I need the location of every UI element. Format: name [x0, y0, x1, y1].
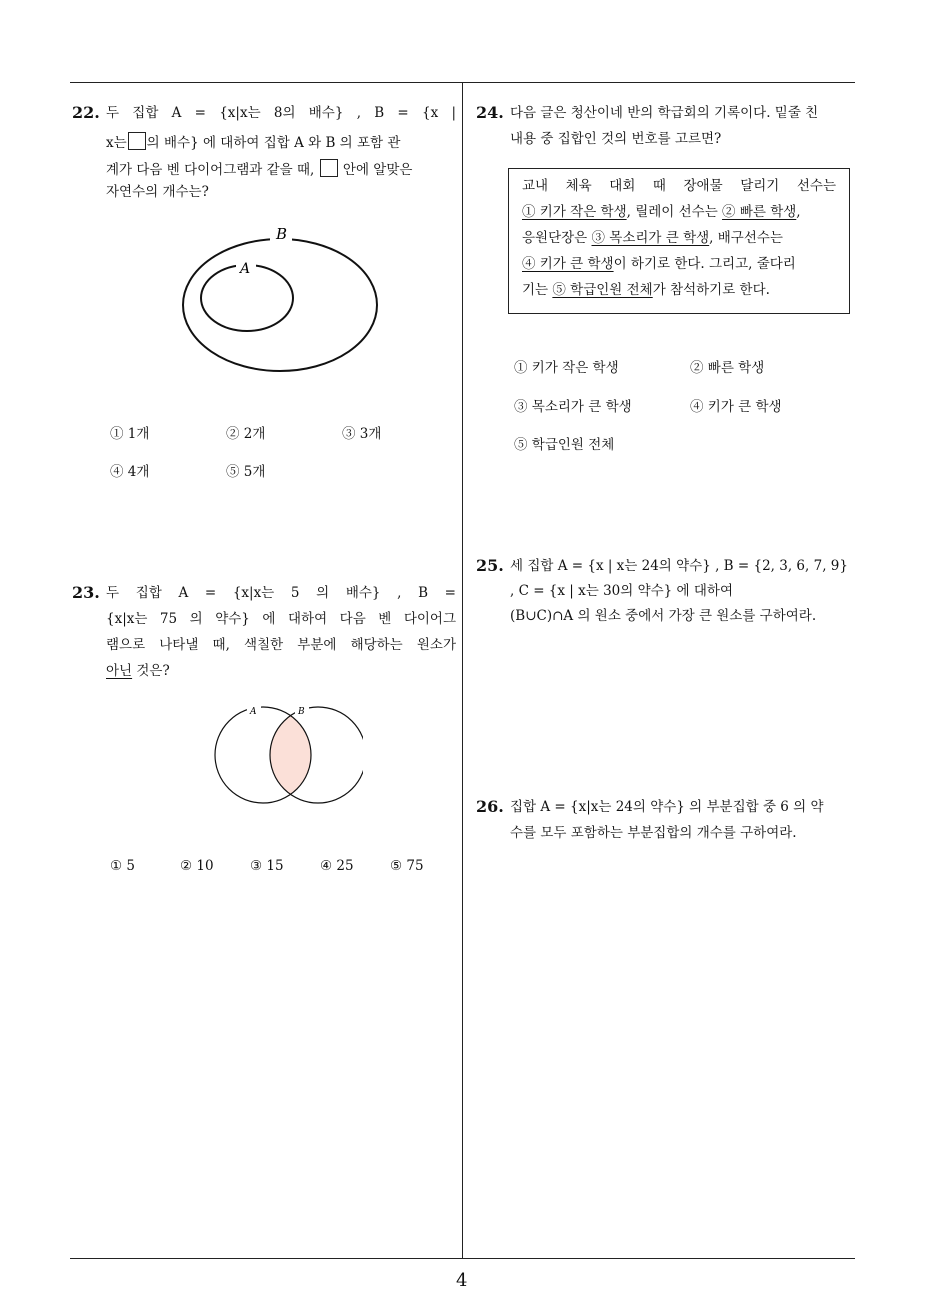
question-text: 세 집합 A = {x | x는 24의 약수} , B = {2, 3, 6, 7, 9} [510, 558, 848, 574]
box-text: 응원단장은 ③ 목소리가 큰 학생, 배구선수는 [522, 230, 783, 246]
question-text: , C = {x | x는 30의 약수} 에 대하여 [510, 583, 734, 599]
question-text: 두 집합 A = {x|x는 8의 배수} , B = {x | [106, 105, 456, 121]
question-text: 내용 중 집합인 것의 번호를 고르면? [510, 131, 722, 147]
venn-diagram [203, 705, 363, 805]
bottom-rule [70, 1258, 855, 1259]
question-text: 다음 글은 청산이네 반의 학급회의 기록이다. 밑줄 친 [510, 105, 819, 121]
blank-box [128, 132, 146, 150]
choice-3[interactable]: ③ 3개 [342, 426, 382, 442]
question-text: 아닌 것은? [106, 663, 170, 679]
question-text: 램으로 나타낼 때, 색칠한 부분에 해당하는 원소가 [106, 637, 456, 653]
set-a-label: A [240, 261, 251, 277]
choice-2[interactable]: ② 빠른 학생 [690, 360, 765, 376]
choice-2[interactable]: ② 2개 [226, 426, 266, 442]
choice-1[interactable]: ① 키가 작은 학생 [514, 360, 619, 376]
set-b-ellipse [183, 239, 377, 371]
choice-4[interactable]: ④ 키가 큰 학생 [690, 399, 782, 415]
question-text: 수를 모두 포함하는 부분집합의 개수를 구하여라. [510, 825, 797, 841]
choice-1[interactable]: ① 1개 [110, 426, 150, 442]
question-text: (B∪C)∩A 의 원소 중에서 가장 큰 원소를 구하여라. [510, 608, 817, 624]
venn-diagram [170, 220, 400, 380]
choice-4[interactable]: ④ 25 [320, 858, 354, 874]
set-b-label: B [298, 707, 305, 717]
set-b-label: B [276, 225, 288, 243]
question-number: 22. [72, 103, 100, 122]
question-text: x는 의 배수} 에 대하여 집합 A 와 B 의 포함 관 [106, 132, 400, 151]
choice-5[interactable]: ⑤ 75 [390, 858, 424, 874]
question-text: 두 집합 A = {x|x는 5 의 배수} , B = [106, 585, 456, 601]
set-a-label: A [250, 707, 257, 717]
box-text: 교내 체육 대회 때 장애물 달리기 선수는 [522, 178, 836, 194]
page-number: 4 [456, 1270, 468, 1291]
choice-3[interactable]: ③ 15 [250, 858, 284, 874]
choice-3[interactable]: ③ 목소리가 큰 학생 [514, 399, 632, 415]
blank-box [320, 159, 338, 177]
column-divider [462, 82, 463, 1259]
choice-1[interactable]: ① 5 [110, 858, 135, 874]
question-text: {x|x는 75 의 약수} 에 대하여 다음 벤 다이어그 [106, 611, 456, 627]
emphasis-underline: 아닌 [106, 663, 133, 679]
box-text: 기는 ⑤ 학급인원 전체가 참석하기로 한다. [522, 282, 770, 298]
question-number: 23. [72, 583, 100, 602]
choice-2[interactable]: ② 10 [180, 858, 214, 874]
choice-5[interactable]: ⑤ 5개 [226, 464, 266, 480]
choice-5[interactable]: ⑤ 학급인원 전체 [514, 437, 615, 453]
question-number: 25. [476, 556, 504, 575]
question-number: 24. [476, 103, 504, 122]
question-number: 26. [476, 797, 504, 816]
question-text: 집합 A = {x|x는 24의 약수} 의 부분집합 중 6 의 약 [510, 799, 824, 815]
question-text: 계가 다음 벤 다이어그램과 같을 때, 안에 알맞은 [106, 159, 412, 178]
question-text: 자연수의 개수는? [106, 184, 209, 200]
box-text: ① 키가 작은 학생, 릴레이 선수는 ② 빠른 학생, [522, 204, 801, 220]
choice-4[interactable]: ④ 4개 [110, 464, 150, 480]
box-text: ④ 키가 큰 학생이 하기로 한다. 그리고, 줄다리 [522, 256, 796, 272]
